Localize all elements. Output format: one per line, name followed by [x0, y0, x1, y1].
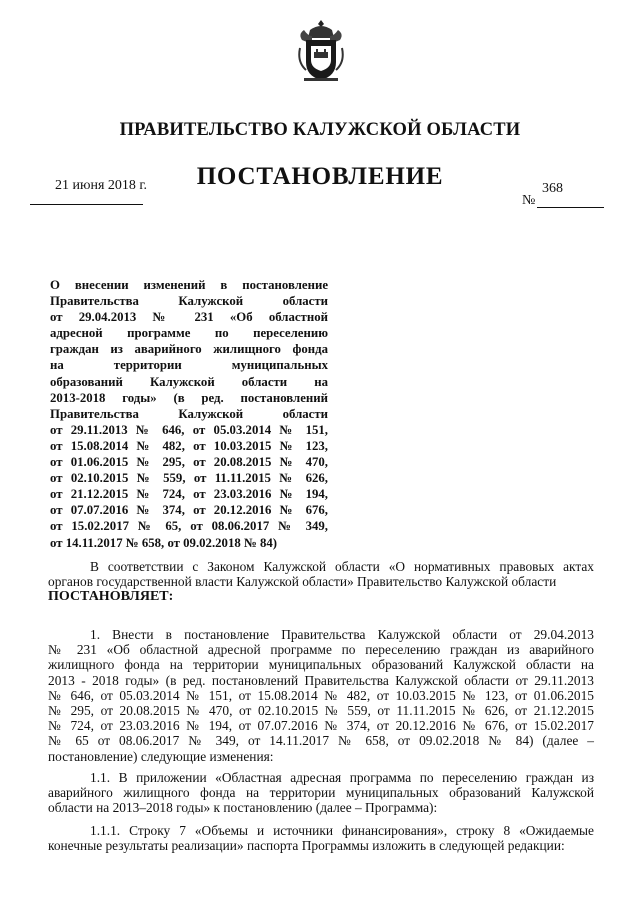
- subject-line: от 01.06.2015 № 295, от 20.08.2015 № 470,: [50, 455, 328, 470]
- subject-line: от 02.10.2015 № 559, от 11.11.2015 № 626,: [50, 471, 328, 486]
- item-1-1-1-line: 1.1.1. Строку 7 «Объемы и источники финансирования», строку 8 «Ожидаемые: [90, 823, 594, 838]
- item-1-line: № 65 от 08.06.2017 № 349, от 14.11.2017 № 658, от 09.02.2018 № 84) (далее –: [48, 733, 594, 749]
- subject-line: Правительства Калужской области: [50, 294, 328, 309]
- subject-line: от 29.04.2013 № 231 «Об областной: [50, 310, 328, 325]
- item-1-line: № 646, от 05.03.2014 № 151, от 15.08.2014 № 482, от 10.03.2015 № 123, от 01.06.2015: [48, 687, 594, 703]
- item-1-1-1-line: конечные результаты реализации» паспорта Программы изложить в следующей редакции:: [48, 838, 565, 854]
- preamble-paragraph: [48, 559, 594, 589]
- subject-block: [50, 277, 328, 551]
- preamble-line: органов государственной власти Калужской области» Правительство Калужской области: [48, 574, 557, 590]
- item-1-line: № 231 «Об областной адресной программе по переселению граждан из аварийного: [48, 642, 594, 658]
- number-underline: [537, 207, 604, 208]
- item-1-line: постановление) следующие изменения:: [48, 748, 274, 764]
- subject-line: О внесении изменений в постановление: [50, 278, 328, 292]
- item-1-line: 2013 - 2018 годы» (в ред. постановлений Правительства Калужской области от 29.11.2013: [48, 672, 594, 688]
- date-underline: [30, 204, 143, 205]
- subject-line: граждан из аварийного жилищного фонда: [50, 342, 328, 357]
- coat-of-arms-emblem: [296, 18, 346, 84]
- subject-line: от 14.11.2017 № 658, от 09.02.2018 № 84): [50, 535, 278, 550]
- subject-line: от 15.02.2017 № 65, от 08.06.2017 № 349,: [50, 519, 328, 534]
- document-number: 368: [542, 181, 563, 196]
- item-1-1-line: 1.1. В приложении «Областная адресная программа по переселению граждан из: [90, 770, 594, 785]
- subject-line: 2013-2018 годы» (в ред. постановлений: [50, 390, 328, 405]
- item-1-1-1-paragraph: [48, 823, 594, 853]
- subject-line: образований Калужской области на: [50, 374, 328, 389]
- subject-line: на территории муниципальных: [50, 358, 328, 373]
- subject-line: от 21.12.2015 № 724, от 23.03.2016 № 194,: [50, 487, 328, 502]
- item-1-1-line: аварийного жилищного фонда на территории муниципальных образований Калужской: [48, 785, 594, 801]
- subject-line: от 29.11.2013 № 646, от 05.03.2014 № 151,: [50, 422, 328, 437]
- decree-word: ПОСТАНОВЛЯЕТ:: [48, 589, 174, 604]
- document-type-title: ПОСТАНОВЛЕНИЕ: [196, 163, 444, 190]
- item-1-1-paragraph: [48, 770, 594, 816]
- item-1-line: 1. Внести в постановление Правительства Калужской области от 29.04.2013: [90, 627, 594, 642]
- subject-line: адресной программе по переселению: [50, 326, 328, 341]
- subject-line: от 07.07.2016 № 374, от 20.12.2016 № 676,: [50, 503, 328, 518]
- item-1-1-line: области на 2013–2018 годы» к постановлению (далее – Программа):: [48, 800, 438, 816]
- document-date: 21 июня 2018 г.: [55, 178, 148, 193]
- preamble-line: В соответствии с Законом Калужской области «О нормативных правовых актах: [90, 559, 594, 574]
- item-1-line: жилищного фонда на территории муниципальных образований Калужской области на: [48, 657, 594, 673]
- government-title: ПРАВИТЕЛЬСТВО КАЛУЖСКОЙ ОБЛАСТИ: [119, 120, 521, 140]
- subject-line: от 15.08.2014 № 482, от 10.03.2015 № 123,: [50, 438, 328, 453]
- item-1-line: № 295, от 20.08.2015 № 470, от 02.10.2015 № 559, от 11.11.2015 № 626, от 21.12.2015: [48, 702, 594, 718]
- item-1-paragraph: [48, 627, 594, 764]
- subject-line: Правительства Калужской области: [50, 406, 328, 421]
- item-1-line: № 724, от 23.03.2016 № 194, от 07.07.2016 № 374, от 20.12.2016 № 676, от 15.02.2017: [48, 718, 594, 734]
- number-label: №: [522, 193, 536, 208]
